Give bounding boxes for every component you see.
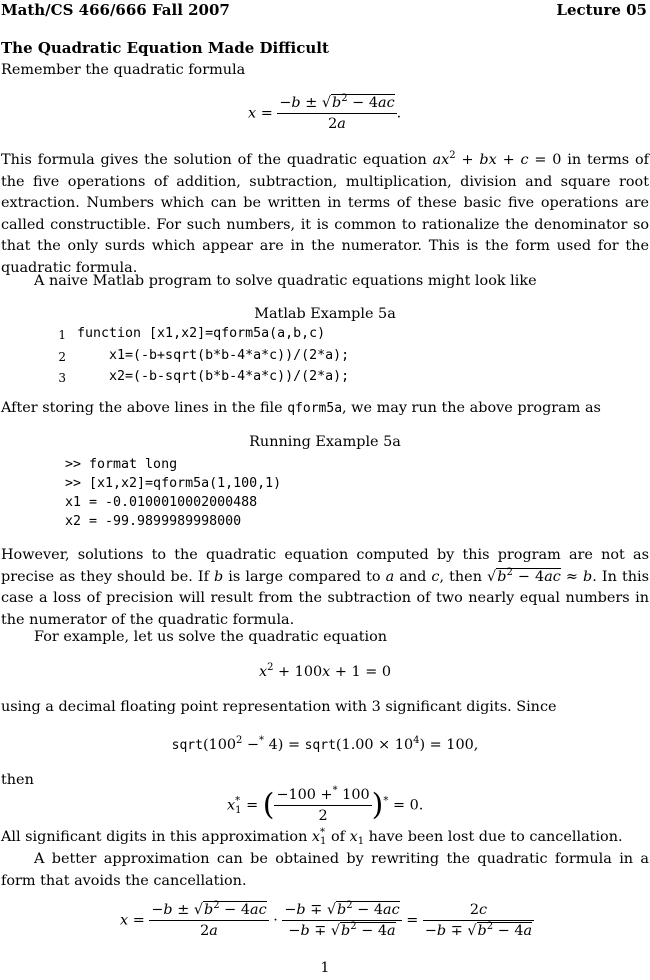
- paragraph-6: using a decimal floating point representation with 3 significant digits. Since: [1, 699, 557, 715]
- equation-2: $x^2 + 100x + 1 = 0$: [258, 662, 392, 680]
- code-line: function [x1,x2]=qform5a(a,b,c): [77, 326, 326, 341]
- paragraph-2: A naive Matlab program to solve quadratic equations might look like: [34, 273, 537, 289]
- paragraph-7: then: [1, 772, 34, 788]
- run-line: x1 = -0.0100010002000488: [65, 495, 258, 510]
- section-title: The Quadratic Equation Made Difficult: [1, 39, 329, 57]
- paragraph-5: For example, let us solve the quadratic equation: [34, 629, 388, 645]
- run-line: x2 = -99.9899989998000: [65, 514, 242, 529]
- example-caption: Matlab Example 5a: [254, 306, 396, 322]
- paragraph-4: However, solutions to the quadratic equation computed by this program are not as precise as they should be. If b is large compared to a and c, then $√b^2 - 4ac \approx b$. In this case a loss of precision will result from the subtraction of two nearly equal numbers in the numerator of the quadratic formula.: [1, 547, 649, 628]
- equation-4: $x^*_1$ = ( $\frac{-100 +^* 100}{2}$ )* = 0.: [227, 785, 424, 824]
- run-line: >> format long: [65, 457, 178, 472]
- line-number: 2: [58, 350, 66, 364]
- code-line: x1=(-b+sqrt(b*b-4*a*c))/(2*a);: [77, 348, 350, 363]
- intro-text: Remember the quadratic formula: [1, 62, 246, 78]
- paragraph-1: This formula gives the solution of the quadratic equation $ax^2$ + bx + c = 0 in terms of the five operations of addition, subtraction, multiplication, division and square root extraction. Numbers which can be written in terms of these basic five operations are called constructible. For such numbers, it is common to rationalize the denominator so that the only surds which appear are in the numerator. This is the form used for the quadratic formula.: [1, 150, 649, 276]
- page-number: 1: [320, 960, 330, 976]
- running-caption: Running Example 5a: [249, 434, 401, 450]
- paragraph-8: All significant digits in this approximation $x^*_1$ of $x_1$ have been lost due to cancellation.: [1, 827, 623, 847]
- equation-5: x = $\frac{-b \pm √b^2 - 4ac}{2a}$ · $\frac{-b \mp √b^2 - 4ac}{-b \mp √b^2 - 4a}$ = $\frac{2c}{-b \mp √b^2 - 4a}$: [120, 900, 533, 939]
- line-number: 3: [58, 371, 66, 385]
- paragraph-9: A better approximation can be obtained by rewriting the quadratic formula in a form that avoids the cancellation.: [1, 851, 649, 889]
- course-header: Math/CS 466/666 Fall 2007: [1, 1, 230, 19]
- file-name: qform5a: [287, 401, 343, 416]
- paragraph-3: After storing the above lines in the file qform5a, we may run the above program as: [1, 400, 601, 416]
- quadratic-formula: x = $\frac{-b \pm √b^2 - 4ac}{2a}$ .: [248, 93, 402, 132]
- equation-3: $sqrt(100^2 -^*$ 4) = sqrt(1.00 × $10^4) = 100$,: [171, 735, 479, 753]
- lecture-header: Lecture 05: [556, 1, 647, 19]
- code-line: x2=(-b-sqrt(b*b-4*a*c))/(2*a);: [77, 369, 350, 384]
- line-number: 1: [58, 328, 66, 342]
- run-line: >> [x1,x2]=qform5a(1,100,1): [65, 476, 282, 491]
